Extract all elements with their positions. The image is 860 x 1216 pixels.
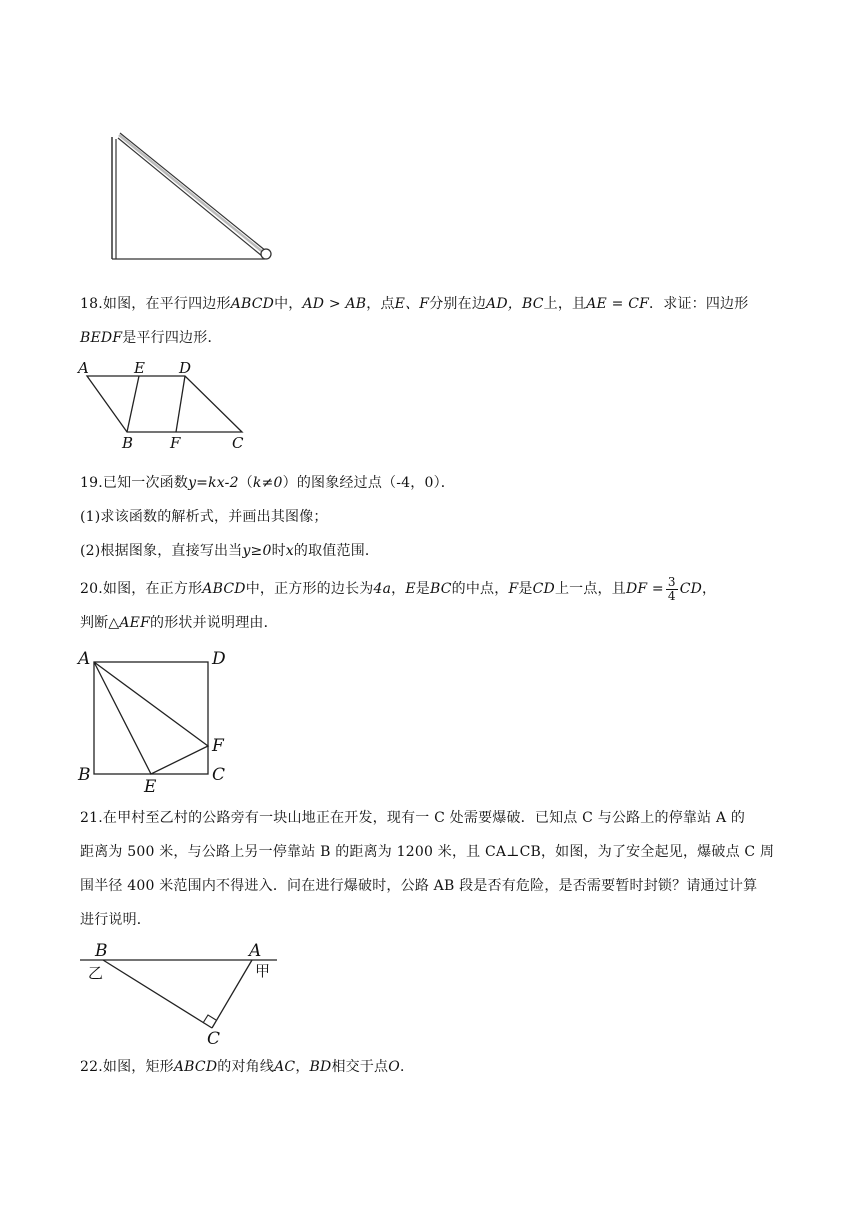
q20-figure <box>72 648 242 796</box>
question-21 <box>80 801 785 937</box>
q19-part1: (1)求该函数的解析式，并画出其图像； <box>80 509 328 525</box>
q20-line1: 20.如图，在正方形ABCD中，正方形的边长为4a，E是BC的中点，F是CD上一点，且DF = $\frac{3}{4}$ CD， <box>80 574 717 603</box>
segment-be <box>127 376 139 432</box>
label-e: E <box>144 777 157 796</box>
label-f: F <box>170 434 181 452</box>
parallelogram-abcd <box>87 376 242 432</box>
bar-end-ball <box>261 249 271 259</box>
label-d: D <box>179 359 192 377</box>
q21-figure <box>75 940 285 1048</box>
q20-line2: 判断△AEF的形状并说明理由． <box>80 615 278 631</box>
q22-line1: 22.如图，矩形ABCD的对角线AC，BD相交于点O． <box>80 1059 415 1075</box>
q19-stem: 19.已知一次函数y=kx-2（k≠0）的图象经过点（-4，0）． <box>80 475 455 491</box>
bar-fill <box>119 135 264 253</box>
label-c: C <box>232 434 244 452</box>
label-a: A <box>249 941 262 961</box>
label-e: E <box>134 359 145 377</box>
q21-line4: 进行说明． <box>80 912 151 928</box>
question-19 <box>80 466 785 568</box>
label-b: B <box>78 765 91 785</box>
q17-figure <box>100 125 280 265</box>
label-jia-village: 甲 <box>255 962 271 980</box>
bar-edge-bottom <box>118 138 262 256</box>
fraction-three-quarters: $\frac{3}{4}$ <box>667 574 676 603</box>
question-18 <box>80 287 785 355</box>
label-a: A <box>78 649 91 669</box>
label-b: B <box>95 941 108 961</box>
q21-line3: 围半径 400 米范围内不得进入．问在进行爆破时，公路 AB 段是否有危险，是否需要暂时封锁？请通过计算 <box>80 878 758 894</box>
bar-edge-top <box>120 133 266 251</box>
q21-line2: 距离为 500 米，与公路上另一停靠站 B 的距离为 1200 米，且 CA⊥CB，如图，为了安全起见，爆破点 C 周 <box>80 844 775 860</box>
question-20 <box>80 572 785 640</box>
q18-figure <box>72 358 252 453</box>
question-22 <box>80 1050 785 1084</box>
q19-part2: (2)根据图象，直接写出当y≥0时x的取值范围． <box>80 543 380 559</box>
segment-bc <box>103 960 212 1028</box>
square-abcd <box>94 662 208 774</box>
segment-ac <box>212 960 252 1028</box>
triangle-aef <box>94 662 208 774</box>
label-f: F <box>212 736 224 756</box>
label-c: C <box>207 1029 221 1048</box>
q18-line2: BEDF是平行四边形． <box>80 330 222 346</box>
q18-line1: 18.如图，在平行四边形ABCD中，AD > AB，点E、F分别在边AD，BC上，且AE = CF．求证：四边形 <box>80 296 749 312</box>
label-c: C <box>212 765 226 785</box>
label-b: B <box>122 434 134 452</box>
label-a: A <box>78 359 89 377</box>
q21-line1: 21.在甲村至乙村的公路旁有一块山地正在开发，现有一 C 处需要爆破．已知点 C 与公路上的停靠站 A 的 <box>80 810 746 826</box>
label-yi-village: 乙 <box>88 964 104 982</box>
label-d: D <box>212 649 226 669</box>
segment-df <box>176 376 185 432</box>
right-angle-mark <box>203 1015 216 1023</box>
